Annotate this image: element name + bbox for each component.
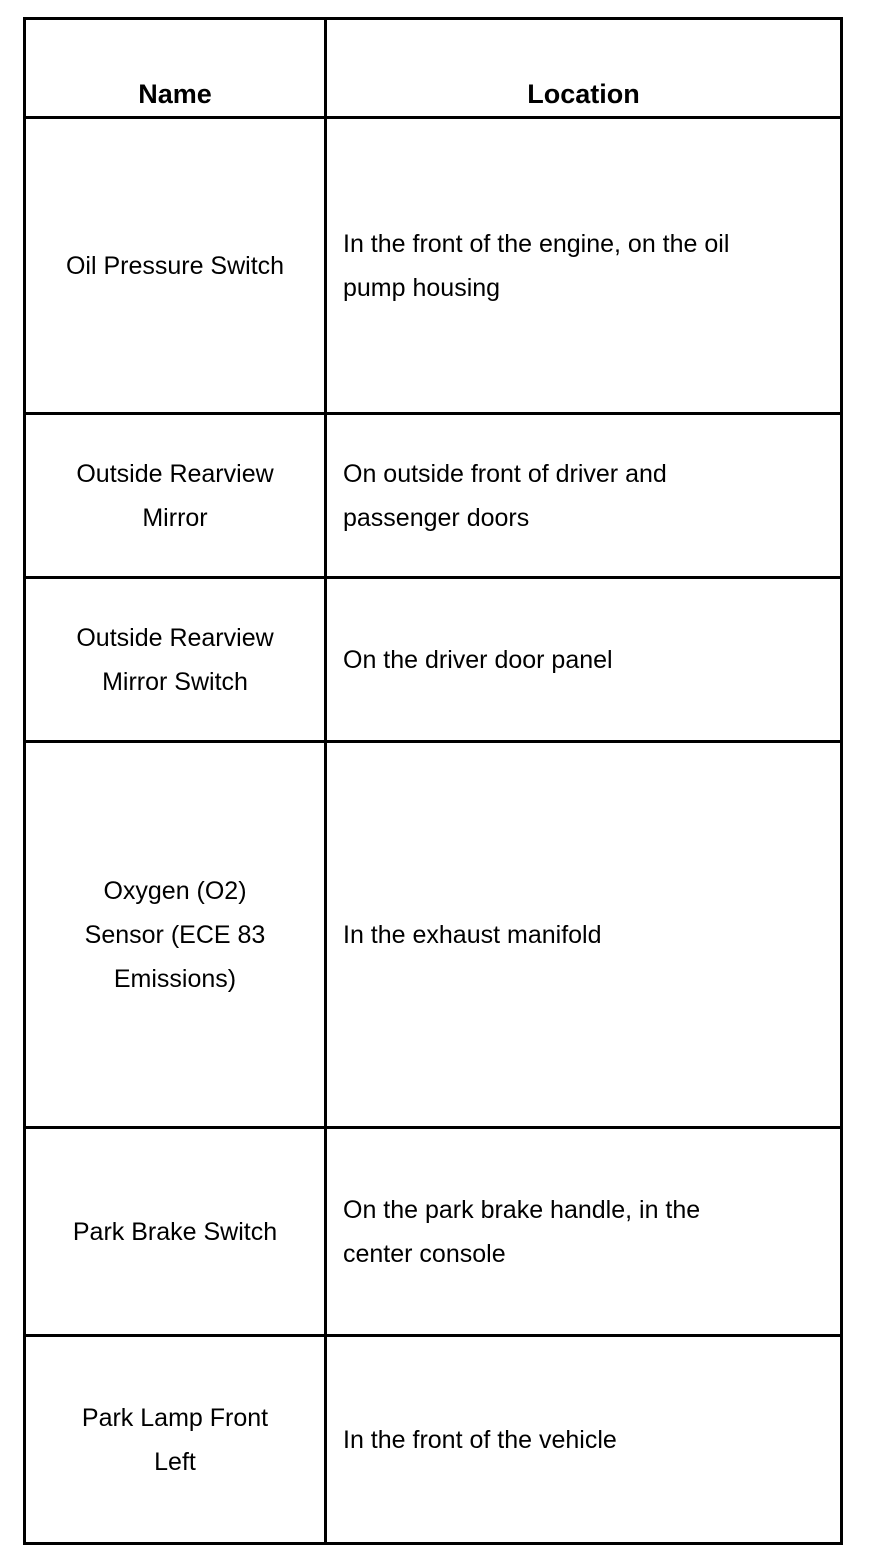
table-row <box>25 1336 842 1544</box>
component-name-line: Sensor (ECE 83 <box>84 920 266 949</box>
component-location-line: On outside front of driver and <box>343 459 667 488</box>
component-name-line: Outside Rearview <box>76 623 274 652</box>
component-name-line: Park Lamp Front <box>81 1403 269 1432</box>
table-row <box>25 578 842 742</box>
component-location-line: In the front of the engine, on the oil <box>343 229 730 258</box>
component-location-cell <box>326 578 842 742</box>
component-name-cell <box>25 118 326 414</box>
table-row <box>25 1128 842 1336</box>
component-location-line: pump housing <box>343 273 501 302</box>
component-name-cell <box>25 1128 326 1336</box>
component-location-line: On the driver door panel <box>343 645 613 674</box>
component-name-line: Emissions) <box>113 964 237 993</box>
component-name-cell <box>25 578 326 742</box>
component-location-cell <box>326 742 842 1128</box>
component-name-cell <box>25 414 326 578</box>
table-row <box>25 414 842 578</box>
component-name-line: Oil Pressure Switch <box>65 251 285 280</box>
component-location-cell <box>326 1336 842 1544</box>
name-column-header: Name <box>25 19 326 118</box>
table-row <box>25 118 842 414</box>
location-column-header: Location <box>326 19 842 118</box>
component-location-line: In the exhaust manifold <box>343 920 602 949</box>
component-name-cell <box>25 742 326 1128</box>
component-name-cell <box>25 1336 326 1544</box>
component-location-table <box>23 17 843 1545</box>
component-location-cell <box>326 1128 842 1336</box>
component-location-cell <box>326 414 842 578</box>
component-location-line: passenger doors <box>343 503 530 532</box>
component-location-line: center console <box>343 1239 506 1268</box>
header-row <box>25 19 842 118</box>
table-row <box>25 742 842 1128</box>
component-location-table-wrapper <box>23 17 843 1545</box>
component-location-cell <box>326 118 842 414</box>
component-location-line: On the park brake handle, in the <box>343 1195 701 1224</box>
component-name-line: Mirror Switch <box>102 667 248 696</box>
component-name-line: Mirror <box>142 503 208 532</box>
component-name-line: Oxygen (O2) <box>103 876 247 905</box>
component-name-line: Outside Rearview <box>76 459 274 488</box>
component-location-line: In the front of the vehicle <box>343 1425 617 1454</box>
component-name-line: Park Brake Switch <box>72 1217 278 1246</box>
component-name-line: Left <box>154 1447 196 1476</box>
